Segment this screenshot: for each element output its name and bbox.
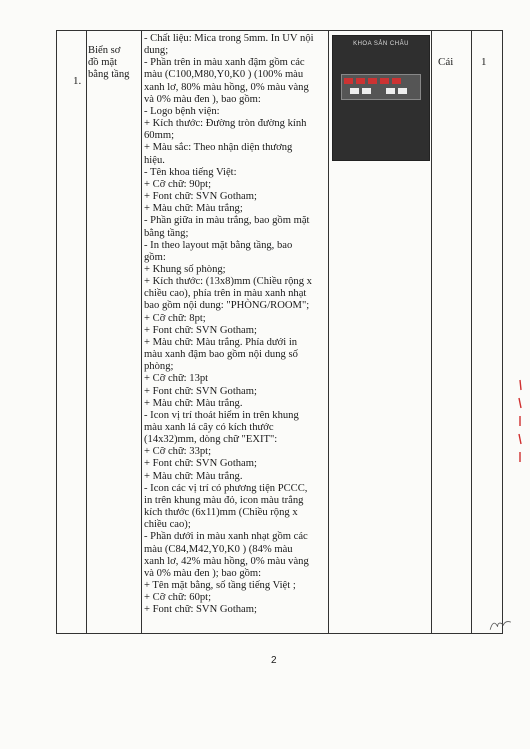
spec-line: - Tên khoa tiếng Việt: [144,166,237,178]
spec-table [56,30,503,634]
spec-line: + Cỡ chữ: 13pt [144,373,209,385]
quantity-cell: 1 [481,56,487,68]
spec-line: - Icon các vị trí có phương tiện PCCC, [144,482,308,494]
spec-line: + Font chữ: SVN Gotham; [144,458,257,470]
spec-line: + Cỡ chữ: 33pt; [144,446,212,458]
column-divider [431,31,432,633]
sign-preview-image [332,35,430,161]
floor-plan-graphic [341,74,421,100]
room-box [398,88,407,94]
room-box [350,88,359,94]
spec-line: + Kích thước: Đường tròn đường kính [144,118,307,130]
page-number: 2 [271,655,277,666]
column-divider [86,31,87,633]
column-divider [471,31,472,633]
item-name-line: Biển sơ [88,45,121,56]
spec-line: + Màu chữ: Màu trắng. [144,397,243,409]
spec-line: kích thước (6x11)mm (Chiều rộng x [144,507,298,519]
spec-line: dung; [144,45,169,57]
spec-line: hiệu. [144,154,165,166]
spec-line: màu (C100,M80,Y0,K0 ) (100% màu [144,69,304,81]
spec-line: + Kích thước: (13x8)mm (Chiều rộng x [144,276,312,288]
room-box [392,78,401,84]
spec-line: bằng tầng; [144,227,189,239]
room-box [368,78,377,84]
spec-line: + Font chữ: SVN Gotham; [144,191,257,203]
spec-line: phòng; [144,361,174,373]
spec-line: + Cỡ chữ: 8pt; [144,312,206,324]
spec-line: + Cỡ chữ: 60pt; [144,592,212,604]
spec-line: - Phần giữa in màu trắng, bao gồm mặt [144,215,310,227]
spec-line: màu xanh đậm bao gồm nội dung số [144,349,298,361]
spec-line: bao gồm nội dung: "PHÒNG/ROOM"; [144,300,310,312]
column-divider [141,31,142,633]
unit-cell: Cái [438,56,454,68]
spec-line: xanh lơ, 42% màu hồng, 0% màu vàng [144,555,309,567]
spec-line: 60mm; [144,130,175,142]
row-number: 1. [73,75,82,87]
spec-line: - Phần dưới in màu xanh nhạt gồm các [144,531,308,543]
spec-line: và 0% màu đen ); bao gồm: [144,567,262,579]
item-name [88,45,140,81]
spec-line: + Màu sắc: Theo nhận diện thương [144,142,293,154]
spec-line: chiều cao); [144,519,191,531]
item-name-line: đồ mặt [88,57,118,69]
item-name-line: bằng tầng [88,69,130,81]
spec-line: - Logo bệnh viện: [144,105,220,117]
spec-line: - Chất liệu: Mica trong 5mm. In UV nội [144,33,314,44]
room-box [380,78,389,84]
spec-line: (14x32)mm, dòng chữ "EXIT": [144,434,278,446]
room-box [344,78,353,84]
spec-line: + Màu chữ: Màu trắng. Phía dưới in [144,336,298,348]
spec-line: + Khung số phòng; [144,263,226,275]
room-box [356,78,365,84]
spec-line: màu xanh lá cây có kích thước [144,422,274,433]
room-box [386,88,395,94]
spec-line: + Font chữ: SVN Gotham; [144,604,257,616]
spec-line: + Màu chữ: Màu trắng; [144,203,243,215]
red-stamp-mark [517,378,523,472]
spec-line: + Font chữ: SVN Gotham; [144,324,257,336]
spec-line: - In theo layout mặt bằng tầng, bao [144,239,293,251]
spec-line: + Font chữ: SVN Gotham; [144,385,257,397]
spec-line: + Màu chữ: Màu trắng. [144,470,243,482]
spec-line: chiều cao), phía trên in màu xanh nhạt [144,288,307,300]
spec-line: - Icon vị trí thoát hiểm in trên khung [144,409,299,421]
column-divider [328,31,329,633]
spec-line: xanh lơ, 80% màu hồng, 0% màu vàng [144,81,309,93]
spec-line: màu (C84,M42,Y0,K0 ) (84% màu [144,543,293,555]
room-box [362,88,371,94]
spec-line: + Cỡ chữ: 90pt; [144,178,212,190]
spec-line: in trên khung màu đỏ, icon màu trắng [144,494,304,506]
sign-preview-header: KHOA SẢN CHÂU [353,41,409,47]
spec-line: + Tên mặt bằng, số tầng tiếng Việt ; [144,580,296,592]
spec-line: gồm: [144,251,166,263]
specification-text [144,33,324,617]
spec-line: và 0% màu đen ), bao gồm: [144,93,261,105]
spec-line: - Phần trên in màu xanh đậm gồm các [144,57,305,69]
